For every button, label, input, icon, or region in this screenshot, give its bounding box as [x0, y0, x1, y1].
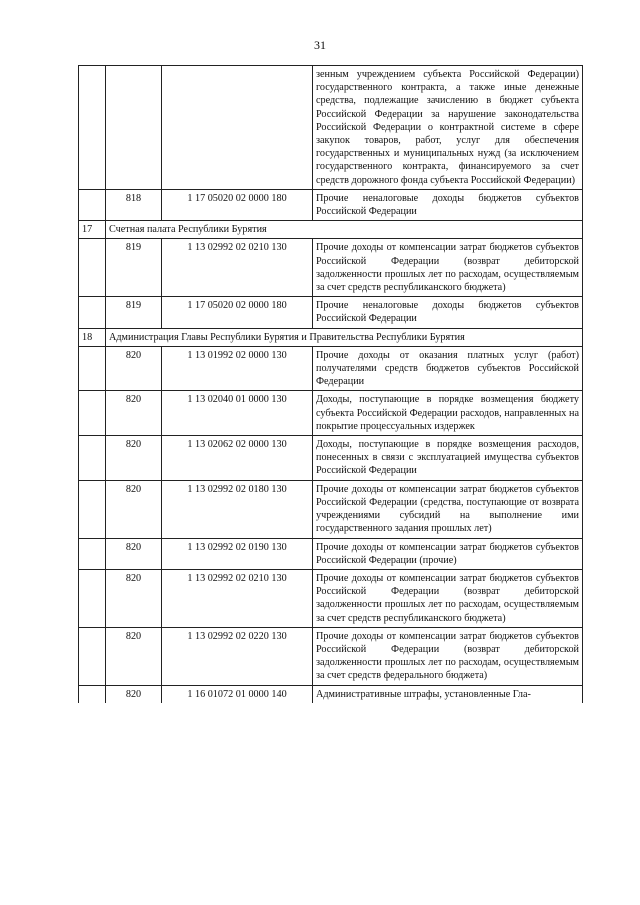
revenue-description: Административные штрафы, установленные Гла- — [313, 685, 583, 703]
blank-cell — [79, 569, 106, 627]
table-row — [79, 239, 583, 297]
table-row — [79, 685, 583, 703]
revenue-code: 1 17 05020 02 0000 180 — [162, 297, 313, 328]
revenue-description: Прочие неналоговые доходы бюджетов субъектов Российской Федерации — [313, 297, 583, 328]
revenue-description: Прочие доходы от компенсации затрат бюджетов субъектов Российской Федерации (возврат дебиторской задолженности прошлых лет по расходам, осуществляемым за счет средств республиканского бюджета) — [313, 569, 583, 627]
row-number: 18 — [79, 328, 106, 346]
revenue-code: 1 13 02992 02 0210 130 — [162, 239, 313, 297]
blank-cell — [79, 685, 106, 703]
administrator-code: 819 — [106, 297, 162, 328]
blank-cell — [79, 391, 106, 436]
administrator-code: 819 — [106, 239, 162, 297]
blank-cell — [79, 66, 106, 190]
administrator-code — [106, 66, 162, 190]
organization-row — [79, 328, 583, 346]
revenue-description: Прочие доходы от компенсации затрат бюджетов субъектов Российской Федерации (возврат дебиторской задолженности прошлых лет по расходам, осуществляемым за счет средств республиканского бюджета) — [313, 239, 583, 297]
revenue-description: Прочие доходы от компенсации затрат бюджетов субъектов Российской Федерации (возврат дебиторской задолженности прошлых лет по расходам, осуществляемым за счет средств федерального бюджета) — [313, 627, 583, 685]
blank-cell — [79, 189, 106, 220]
page-number: 31 — [314, 38, 326, 52]
table-row — [79, 66, 583, 190]
organization-name: Администрация Главы Республики Бурятия и Правительства Республики Бурятия — [106, 328, 583, 346]
administrator-code: 820 — [106, 685, 162, 703]
revenue-description: Прочие неналоговые доходы бюджетов субъектов Российской Федерации — [313, 189, 583, 220]
table-row — [79, 480, 583, 538]
administrator-code: 820 — [106, 436, 162, 481]
administrator-code: 818 — [106, 189, 162, 220]
revenue-code: 1 13 02992 02 0210 130 — [162, 569, 313, 627]
revenue-code: 1 13 02992 02 0180 130 — [162, 480, 313, 538]
revenue-administrators-table — [78, 65, 583, 703]
revenue-code — [162, 66, 313, 190]
table-row — [79, 391, 583, 436]
revenue-description: Доходы, поступающие в порядке возмещения бюджету субъекта Российской Федерации расходов, направленных на покрытие процессуальных издержек — [313, 391, 583, 436]
administrator-code: 820 — [106, 569, 162, 627]
revenue-code: 1 13 02062 02 0000 130 — [162, 436, 313, 481]
administrator-code: 820 — [106, 538, 162, 569]
table-row — [79, 538, 583, 569]
table-row — [79, 297, 583, 328]
blank-cell — [79, 239, 106, 297]
revenue-code: 1 13 02992 02 0190 130 — [162, 538, 313, 569]
revenue-code: 1 13 02040 01 0000 130 — [162, 391, 313, 436]
table-row — [79, 436, 583, 481]
blank-cell — [79, 297, 106, 328]
revenue-code: 1 17 05020 02 0000 180 — [162, 189, 313, 220]
blank-cell — [79, 436, 106, 481]
table-row — [79, 346, 583, 391]
revenue-code: 1 16 01072 01 0000 140 — [162, 685, 313, 703]
administrator-code: 820 — [106, 391, 162, 436]
revenue-code: 1 13 02992 02 0220 130 — [162, 627, 313, 685]
table-row — [79, 627, 583, 685]
administrator-code: 820 — [106, 627, 162, 685]
blank-cell — [79, 346, 106, 391]
revenue-description: Прочие доходы от оказания платных услуг (работ) получателями средств бюджетов субъектов Российской Федерации — [313, 346, 583, 391]
revenue-description: Прочие доходы от компенсации затрат бюджетов субъектов Российской Федерации (средства, поступающие от возврата учреждениями субсидий на выполнение ими государственного задания прошлых лет) — [313, 480, 583, 538]
revenue-code: 1 13 01992 02 0000 130 — [162, 346, 313, 391]
table-row — [79, 189, 583, 220]
administrator-code: 820 — [106, 480, 162, 538]
blank-cell — [79, 538, 106, 569]
organization-name: Счетная палата Республики Бурятия — [106, 221, 583, 239]
revenue-description: зенным учреждением субъекта Российской Федерации) государственного контракта, а также иные денежные средства, подлежащие зачислению в бюджет субъекта Российской Федерации за нарушение законодательства Российской Федерации о контрактной системе в сфере закупок товаров, работ, услуг для обеспечения государственных и муниципальных нужд (за исключением государственного контракта, финансируемого за счет средств дорожного фонда субъекта Российской Федерации) — [313, 66, 583, 190]
table-row — [79, 569, 583, 627]
organization-row — [79, 221, 583, 239]
revenue-description: Доходы, поступающие в порядке возмещения расходов, понесенных в связи с эксплуатацией имущества субъектов Российской Федерации — [313, 436, 583, 481]
administrator-code: 820 — [106, 346, 162, 391]
row-number: 17 — [79, 221, 106, 239]
blank-cell — [79, 480, 106, 538]
revenue-description: Прочие доходы от компенсации затрат бюджетов субъектов Российской Федерации (прочие) — [313, 538, 583, 569]
blank-cell — [79, 627, 106, 685]
